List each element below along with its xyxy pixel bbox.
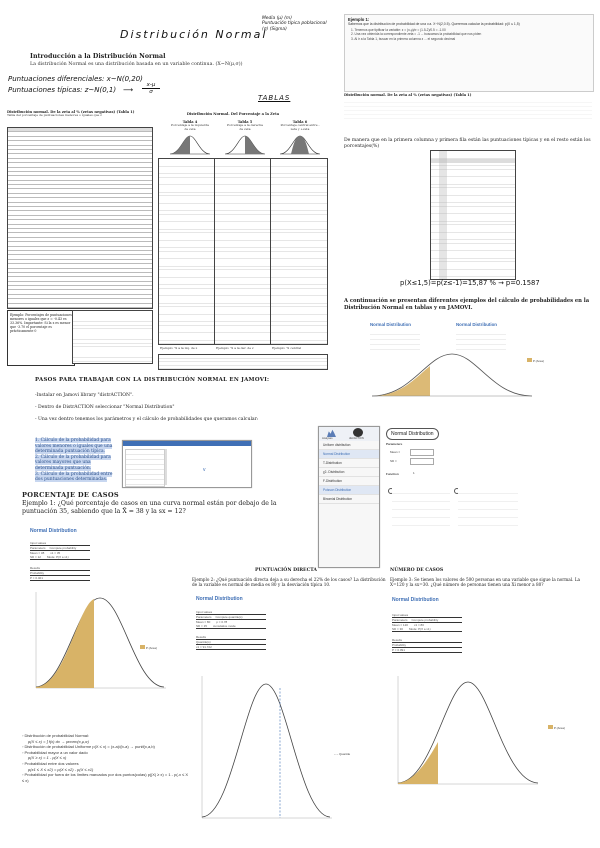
ex1-probability-hdr: Probability [30, 570, 90, 576]
table-2-title: Distribución Normal. Del Porcentaje a la Zeta [186, 112, 280, 116]
ex2-quantile-hdr: Quantile(s) [196, 639, 266, 645]
ex3-param-hdr: Parameters [392, 618, 408, 622]
ex1-normal-plot [30, 588, 170, 696]
ex2-legend-label: Quantile [339, 752, 351, 756]
bullet: ◦ Distribución de probabilidad Uniforme p(X ≤ x) = (x-a)/(b-a) → punif(x,a,b) [22, 744, 155, 750]
menu-item-uniform[interactable]: Uniform distribution [319, 441, 379, 450]
examples-table [158, 354, 328, 370]
table-1-note: Ejemplo: Porcentajes de puntuaciones menores o iguales que z = -0.43 es 33.36%. Importante: Si la z es menor que -3.70 el porcentaje es prácticamente 0 [7, 310, 75, 366]
curve-right-tail-icon [225, 134, 265, 156]
handwritten-title: Distribución Normal [120, 28, 268, 41]
ex2-legend: – – Quantile [334, 752, 351, 756]
formula [142, 82, 160, 95]
ex2-compute-hdr: Compute quantile(s) [215, 615, 243, 619]
formula-bullets [22, 733, 190, 783]
table-1-title: Distribución normal. De la zeta al % (zetas negativas) (Tabla 1) [7, 110, 135, 114]
hand-line-tipicas: Puntuaciones típicas: z~N(0,1) [8, 86, 117, 94]
step-1: -Instalar en Jamovi library "distrACTION". [35, 393, 134, 398]
menu-item-poisson[interactable]: Poisson Distribution [319, 486, 379, 495]
intro-text: La distribución Normal es una distribución basada en un variable continua. (X~N(μ,σ)) [30, 62, 243, 67]
table-5-sub: Porcentaje a la derecha de zeta [227, 123, 263, 131]
highlight-item-1: 1. Cálculo de la probabilidad para valores menores o iguales que una determinada puntuación típica. [35, 438, 113, 455]
preview-input-table-left [370, 330, 420, 352]
menu-item-f[interactable]: F-Distribution [319, 477, 379, 486]
step-3: - Una vez dentro tenemos los parámetros y el cálculo de probabilidades que queramos calcular: [35, 417, 259, 422]
ex1-input-table [30, 541, 90, 581]
menu-item-chi2[interactable]: χ2- Distribution [319, 468, 379, 477]
steps-heading: PASOS PARA TRABAJAR CON LA DISTRIBUCIÓN NORMAL EN JAMOVI: [35, 377, 270, 383]
ex2-normal-plot [196, 672, 336, 824]
ex1-compute-hdr: Compute probability [49, 546, 77, 550]
table-1-block [7, 110, 151, 118]
ex1-mean: Mean = 38 [30, 551, 45, 555]
direct-heading: PUNTUACIÓN DIRECTA [255, 568, 317, 573]
example-step: 3. Al ir a la Tabla 1, buscar en la primera columna z ... el segundo decimal [351, 36, 456, 41]
table-1-rule: Tabla del porcentaje de puntuaciones menores o iguales que z [7, 113, 102, 117]
table-5-footer: Ejemplo: % a la der. de z [216, 346, 254, 350]
step-2: - Dentro de DistrACTION seleccionar "Normal Distribution" [35, 405, 175, 410]
ex1-input-label: Input values [30, 541, 47, 545]
cursor-mark: v [203, 467, 206, 473]
ex3-sd: SD = 30 [392, 627, 403, 631]
menu-item-normal[interactable]: Normal Distribution [319, 450, 379, 459]
sd-input[interactable] [410, 458, 434, 475]
menu-item-binomial[interactable]: Binomial Distribution [319, 495, 379, 504]
right-table-title: Distribución normal. De la zeta al % (zetas negativas) (Tabla 1) [344, 93, 472, 97]
jamovi-title-ex3: Normal Distribution [392, 597, 439, 603]
ex3-x1: x1 = 80 [413, 623, 424, 627]
ex2-param-hdr: Parameters [196, 615, 212, 619]
legend-line: (σ) (Sigma) [262, 26, 287, 32]
ex1-param-hdr: Parameters [30, 546, 46, 550]
cases-heading: PORCENTAJE DE CASOS [22, 491, 119, 499]
table-6-sub: Porcentaje central entre -zeta y +zeta [280, 123, 320, 131]
ex1-legend [140, 645, 157, 650]
ex3-probability-value: P = 0.091 [392, 648, 462, 653]
ex3-input-table [392, 613, 462, 653]
bullet: ◦ Probabilidad mayor a un valor dado [22, 749, 88, 755]
analyses-tab-label[interactable]: Analyses [322, 437, 333, 440]
ex3-legend-label: P (Area) [553, 726, 565, 730]
hand-line-diferenciales: Puntuaciones diferenciales: x~N(0,20) [8, 75, 143, 83]
menu-item-t[interactable]: T-Distribution [319, 459, 379, 468]
example-box-text: Sabemos que la distribución de probabilidad de una v.a. X~N(2,0.5). Queremos calcular la probabilidad: p(X ≤ 1,5) [348, 22, 520, 26]
ex3-mode: Mode: P(X ≤ x1) [408, 627, 431, 631]
quantile-options [458, 486, 518, 526]
table-4-footer: Ejemplo: % a la izq. de z [160, 346, 198, 350]
parameters-label: Parameters [386, 442, 403, 446]
bullet-text: Probabilidad por fuera de los límites marcados por dos puntos(colas) p(|X| ≥ x) = 1 - p(-x ≤ X ≤ x) [22, 772, 189, 783]
formula-denominator: σ [149, 89, 153, 95]
example-3-text: Ejemplo 3: Se tienen los valores de 500 personas en una variable que sigue la normal. La X=120 y la sx=30. ¿Qué número de personas tienen una Xi menor a 80? [390, 577, 581, 588]
curve-left-tail-icon [170, 134, 210, 156]
table-4-header [170, 120, 210, 131]
ex2-p: p = 0.78 [216, 620, 228, 624]
sd-label: SD = [390, 459, 397, 463]
ex1-legend-label: P (Area) [145, 646, 157, 650]
bullet: ◦ Probabilidad por fuera de los límites marcados por dos puntos(colas) p(|X| ≥ x) = 1 - p(-x ≤ X ≤ x) [22, 772, 189, 783]
ex2-mean: Mean = 80 [196, 620, 211, 624]
example-1-text: Ejemplo 1: ¿Qué porcentaje de casos en una curva normal están por debajo de la puntuación 35, sabiendo que la X̄ = 38 y la sx = 12? [22, 500, 277, 515]
arrow-icon: ⟶ [123, 86, 134, 94]
ex2-input-label: Input values [196, 610, 213, 614]
ex3-probability-hdr: Probability [392, 642, 462, 648]
formula-numerator: x-μ [142, 82, 160, 89]
z-table-negative-continued [72, 310, 153, 364]
module-label[interactable]: distrACTION [349, 437, 364, 440]
sd-value: 1 [413, 471, 415, 475]
mean-input[interactable] [410, 449, 434, 456]
ex3-results-label: Results [392, 638, 403, 642]
handwritten-legend [262, 16, 327, 32]
distraction-module-icon[interactable] [353, 428, 363, 437]
example-step: 1. Tenemos que tipificar la variable: z = (x-μ)/σ = (1.5-2)/0.5 = -1.00 [351, 27, 446, 32]
table-6-header [278, 120, 322, 131]
ex1-sd: SD = 12 [30, 555, 41, 559]
legend-line: Media (μ) (m) [262, 16, 292, 21]
jamovi-title-preview-right: Normal Distribution [456, 322, 497, 327]
handwritten-tablas: TABLAS [258, 94, 291, 102]
bullet-text: Probabilidad mayor a un valor dado [24, 749, 88, 755]
mean-label: Mean = [390, 450, 401, 454]
right-result: p(X≤1,5)=p(z≤-1)=15,87 % → p=0.1587 [400, 279, 540, 287]
bullet: p(X ≥ x) = 1 - p(X ≤ x) [28, 755, 67, 761]
highlighted-list [35, 438, 117, 483]
highlight-item-3: 3. Cálculo de la probabilidad entre dos puntuaciones determinadas. [35, 471, 113, 483]
percent-to-z-table [158, 158, 328, 345]
ex3-compute-hdr: Compute probability [411, 618, 439, 622]
jamovi-window-thumbnail [122, 440, 252, 488]
normal-options-panel [384, 428, 594, 548]
preview-legend [527, 358, 544, 363]
example-2-text: Ejemplo 2: ¿Qué puntuación directa deja a su derecha el 22% de los casos? La distribución de la variable es normal de media es 80 y la desviación típica 10. [192, 577, 386, 588]
curve-center-icon [280, 134, 320, 156]
ex3-input-label: Input values [392, 613, 409, 617]
panel-title: Normal Distribution [386, 428, 439, 440]
examples-heading: A continuación se presentan diferentes ejemplos del cálculo de probabilidades en la Distribución Normal en tablas y en JAMOVI. [344, 298, 590, 311]
example-box-steps [345, 27, 593, 43]
legend-line: Puntuación típica poblacional [262, 21, 327, 27]
ex2-input-table [196, 610, 266, 650]
ex1-probability-value: P = 0.401 [30, 576, 90, 581]
right-description: De manera que en la primera columna y primera fila están las puntuaciones típicas y en el resto están los porcentajes(%) [344, 138, 591, 149]
right-table-rules [344, 99, 592, 119]
example-box-title: Ejemplo 1: [348, 17, 370, 22]
bullet-text: Distribución de probabilidad Normal: [24, 733, 90, 738]
analyses-tab-icon [327, 429, 336, 437]
bullet: p(X ≤ x) = ∫ f(x) dx → pnorm(x,μ,σ) [28, 738, 89, 744]
table-6-footer: Ejemplo: % central [272, 346, 301, 350]
right-z-table [430, 150, 516, 280]
ex1-results-label: Results [30, 566, 41, 570]
table-5-header [225, 120, 265, 131]
example-step: 2. Una vez obtenida la correspondiente zeta = -1 ... buscamos la probabilidad que nos piden [351, 32, 482, 37]
num-cases-heading: NÚMERO DE CASOS [390, 568, 444, 573]
function-label: Function [386, 472, 399, 476]
preview-normal-curve [372, 350, 532, 398]
jamovi-title-ex2: Normal Distribution [196, 596, 243, 602]
jamovi-title-ex1: Normal Distribution [30, 528, 77, 534]
preview-input-table-right [456, 330, 506, 352]
ex2-quantile-value: x1 = 91.722 [196, 645, 266, 650]
ex1-mode: Mode: P(X ≤ x1) [46, 555, 69, 559]
table-6-label: Tabla 6 [292, 120, 308, 124]
bullet: p(x1 ≤ X ≤ x2) = p(X ≤ x2) - p(X ≤ x1) [28, 766, 94, 772]
z-table-negative [7, 127, 153, 309]
analyses-menu [318, 426, 380, 568]
bullet: ◦ Probabilidad entre dos valores [22, 760, 79, 766]
highlight-item-2: 2. Cálculo de la probabilidad para valores mayores que una determinada puntuación. [35, 454, 111, 471]
ex3-legend [548, 725, 565, 730]
ex1-x1: x1 = 35 [50, 551, 61, 555]
table-4-sub: Porcentaje a la izquierda de zeta [171, 123, 209, 131]
example-box [344, 14, 594, 92]
intro-heading: Introducción a la Distribución Normal [30, 53, 166, 60]
bullet-text: Probabilidad entre dos valores [24, 760, 79, 766]
ex2-mode: cumulative mode [212, 624, 236, 628]
ex3-mean: Mean = 120 [392, 623, 408, 627]
probability-options [392, 486, 450, 526]
jamovi-title-preview-left: Normal Distribution [370, 322, 411, 327]
table-5-label: Tabla 5 [237, 120, 253, 124]
preview-legend-label: P (Area) [532, 359, 544, 363]
table-4-label: Tabla 4 [182, 120, 198, 124]
bullet: ◦ Distribución de probabilidad Normal: [22, 733, 90, 738]
ex2-sd: SD = 15 [196, 624, 207, 628]
ex3-normal-plot [392, 672, 542, 792]
ex2-results-label: Results [196, 635, 207, 639]
bullet-text: Distribución de probabilidad Uniforme p(X ≤ x) = (x-a)/(b-a) → punif(x,a,b) [24, 744, 155, 750]
